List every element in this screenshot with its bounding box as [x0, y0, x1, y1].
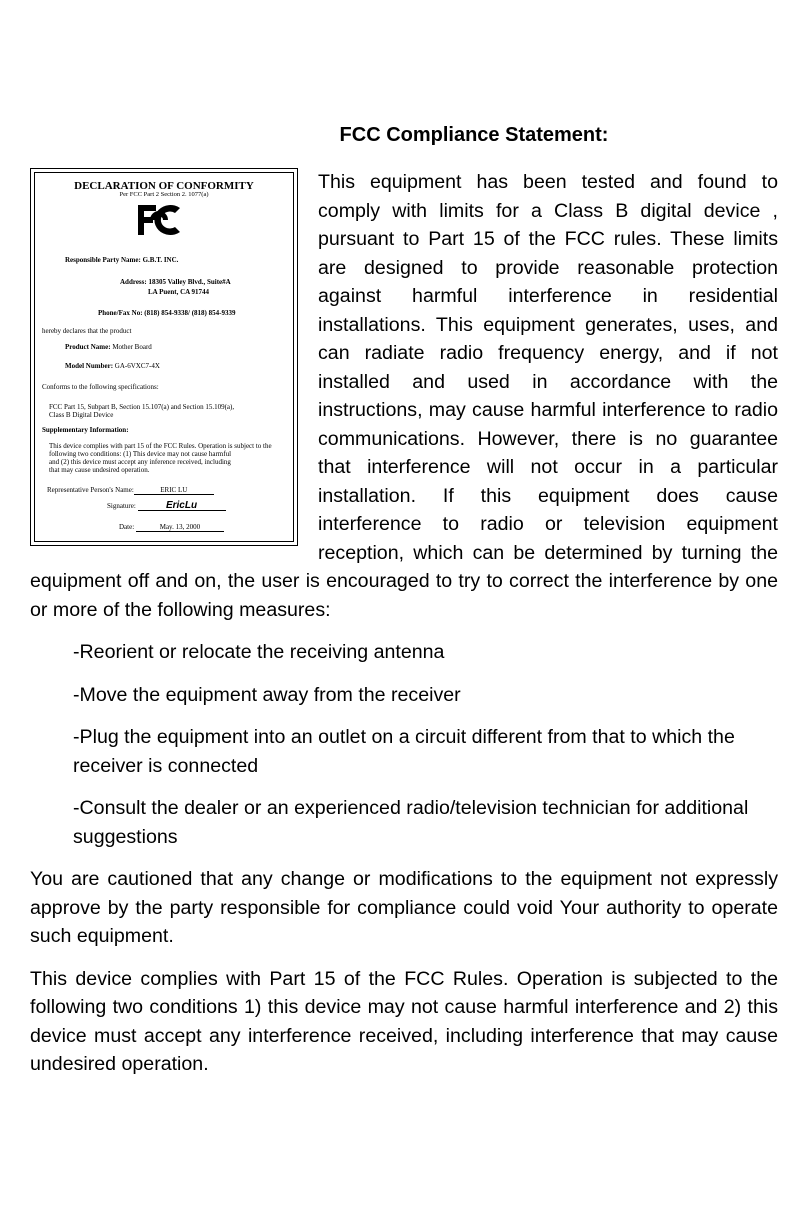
declaration-subtitle: Per FCC Part 2 Section 2. 1077(a) [119, 191, 209, 198]
product-name [65, 343, 152, 351]
declares-text: hereby declares that the product [42, 327, 132, 335]
statement-body [30, 168, 778, 1079]
signature-label: Signature: [107, 502, 136, 510]
declaration-of-conformity [30, 168, 298, 546]
date [119, 523, 224, 532]
declaration-frame [34, 172, 294, 542]
spec-line-2: Class B Digital Device [49, 411, 114, 419]
address-line-2: LA Puent, CA 91744 [148, 288, 210, 296]
model-number-label: Model Number: [65, 362, 114, 370]
conforms-text: Conforms to the following specifications: [42, 383, 159, 391]
address-line-1: Address: 18305 Valley Blvd., Suite#A [120, 278, 231, 286]
product-name-label: Product Name: [65, 343, 111, 351]
spec-line-1: FCC Part 15, Subpart B, Section 15.107(a) and Section 15.109(a), [49, 403, 235, 411]
page-title: FCC Compliance Statement: [339, 124, 609, 146]
measure-item: -Move the equipment away from the receiver [73, 683, 461, 706]
model-number [65, 362, 160, 370]
representative-value: ERIC LU [134, 486, 214, 495]
date-value: May. 13, 2000 [136, 523, 224, 532]
supplementary-line-1: This device complies with part 15 of the FCC Rules. Operation is subject to the [49, 442, 272, 450]
intro-paragraph: This equipment has been tested and found to comply with limits for a Class B digital device , pursuant to Part 15 of the FCC rules. These limits are designed to provide reasonable protection against harmful interference in residential installations. This equipment generates, uses, and can radiate radio frequency energy, and if not installed and used in accordance with the instructions, may cause harmful interference to radio communications. However, there is no guarantee that interference will not occur in a particular installation. If this equipment does cause interference to radio or television equipment reception, which can be determined by turning the equipment off and on, the user is encouraged to try to correct the interference by one or more of the following measures: [30, 171, 778, 621]
representative-name [47, 486, 214, 495]
signature-value: EricLu [138, 502, 226, 511]
fcc-logo-icon [134, 200, 184, 240]
phone-fax: Phone/Fax No: (818) 854-9338/ (818) 854-9339 [98, 309, 236, 317]
measure-item: -Consult the dealer or an experienced radio/television technician for additional suggestions [73, 797, 749, 848]
representative-label: Representative Person's Name: [47, 486, 134, 494]
product-name-value: Mother Board [112, 343, 152, 351]
supplementary-line-2: following two conditions: (1) This device may not cause harmful [49, 450, 232, 458]
responsible-party: Responsible Party Name: G.B.T. INC. [65, 256, 179, 264]
supplementary-line-3: and (2) this device must accept any inference received, including [49, 458, 231, 466]
supplementary-label: Supplementary Information: [42, 426, 129, 434]
declaration-title: DECLARATION OF CONFORMITY [74, 180, 254, 192]
supplementary-line-4: that may cause undesired operation. [49, 466, 150, 474]
model-number-value: GA-6VXC7-4X [114, 362, 160, 370]
compliance-paragraph: This device complies with Part 15 of the FCC Rules. Operation is subjected to the following two conditions 1) this device may not cause harmful interference and 2) this device must accept any interference received, including interference that may cause undesired operation. [30, 967, 778, 1075]
measure-item: -Plug the equipment into an outlet on a circuit different from that to which the receiver is connected [73, 726, 735, 777]
signature [107, 502, 226, 511]
measure-item: -Reorient or relocate the receiving antenna [73, 641, 445, 663]
caution-paragraph: You are cautioned that any change or modifications to the equipment not expressly approve by the party responsible for compliance could void Your authority to operate such equipment. [30, 868, 778, 947]
date-label: Date: [119, 523, 135, 531]
